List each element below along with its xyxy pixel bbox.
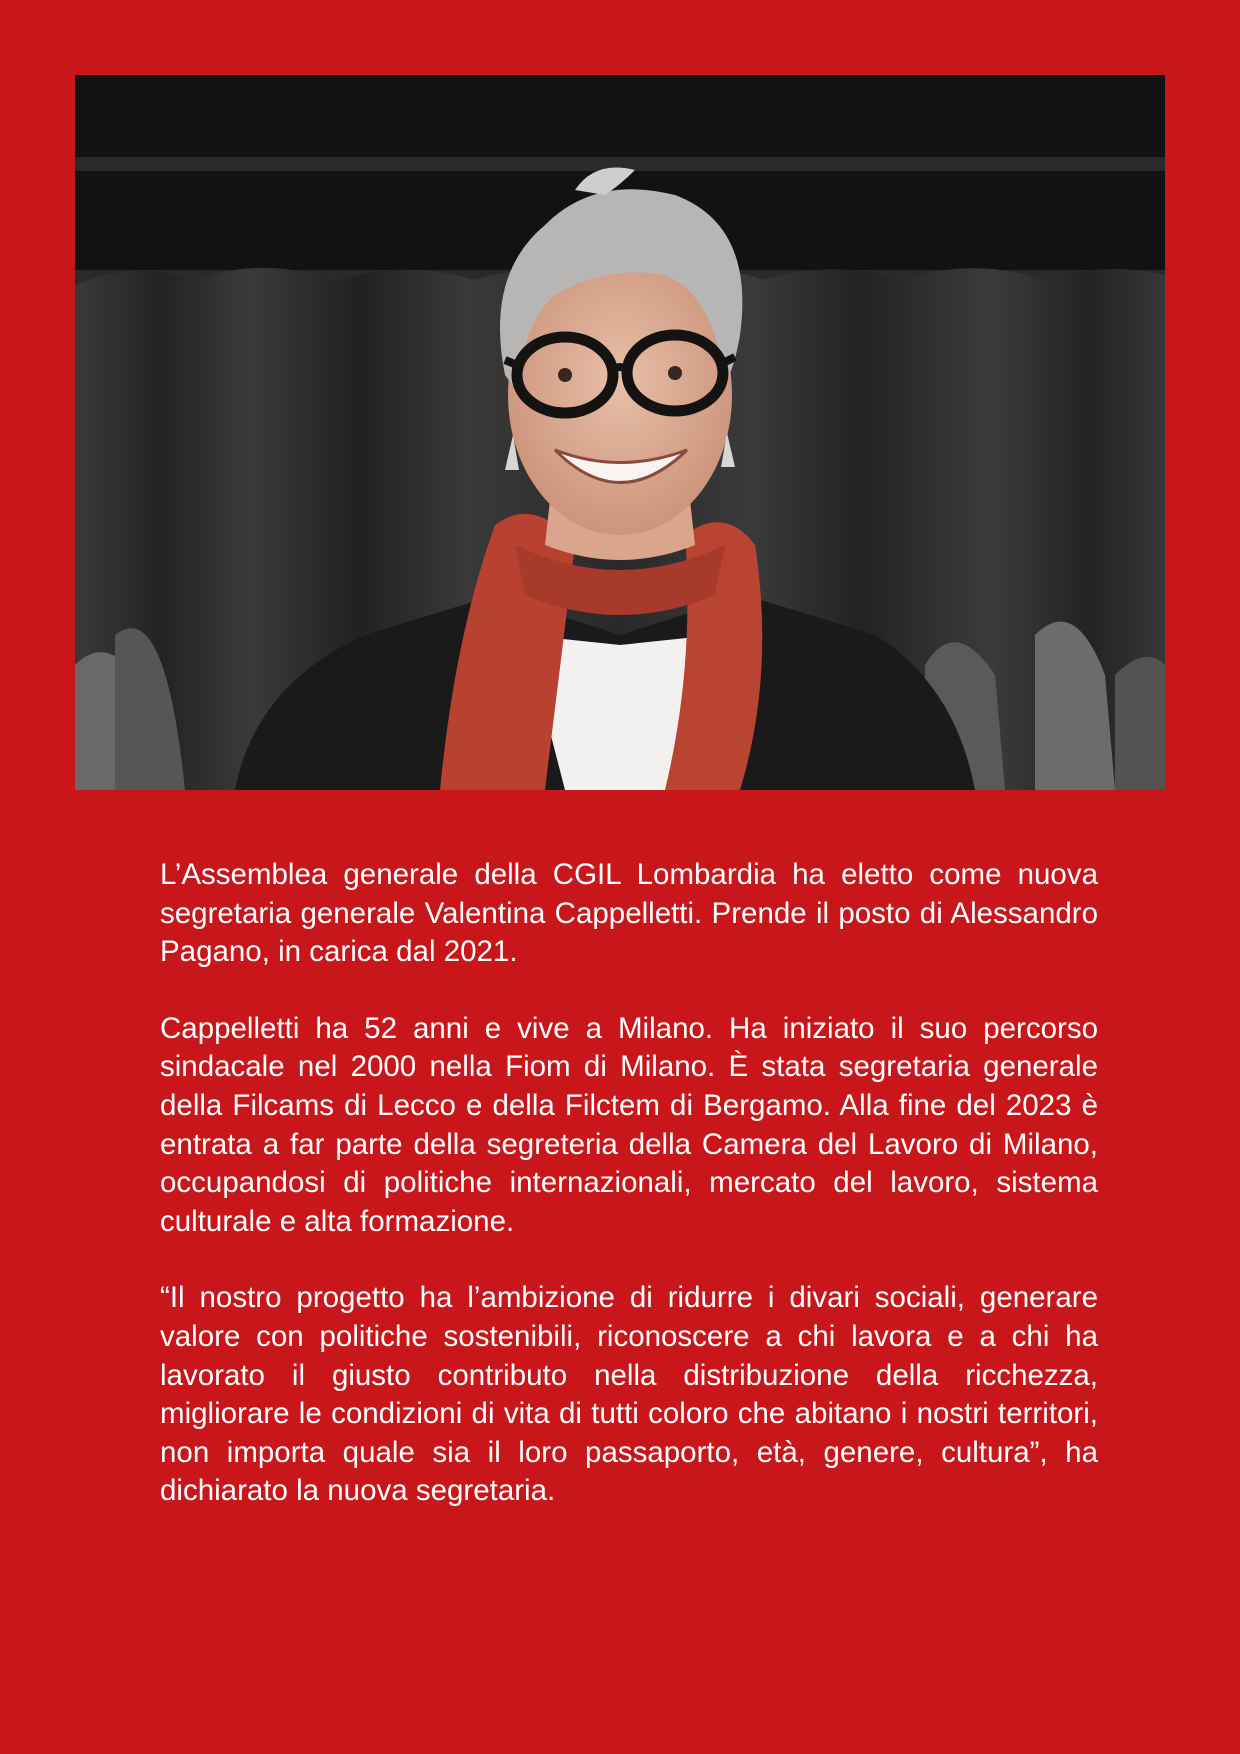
paragraph-intro: L’Assemblea generale della CGIL Lombardia ha eletto come nuova segretaria generale Valentina Cappelletti. Prende il posto di Alessandro Pagano, in carica dal 2021. (160, 858, 1098, 969)
paragraph-quote: “Il nostro progetto ha l’ambizione di ridurre i divari sociali, generare valore con politiche sostenibili, riconoscere a chi lavora e a chi ha lavorato il giusto contributo nella distribuzione della ricchezza, migliorare le condizioni di vita di tutti coloro che abitano i nostri territori, non importa quale sia il loro passaporto, età, genere, cultura”, ha dichiarato la nuova segretaria. (160, 1281, 1098, 1508)
article-body (160, 856, 1098, 1549)
portrait-photo (75, 75, 1165, 790)
portrait-icon (75, 75, 1165, 790)
paragraph-biography: Cappelletti ha 52 anni e vive a Milano. Ha iniziato il suo percorso sindacale nel 2000 nella Fiom di Milano. È stata segretaria generale della Filcams di Lecco e della Filctem di Bergamo. Alla fine del 2023 è entrata a far parte della segreteria della Camera del Lavoro di Milano, occupandosi di politiche internazionali, mercato del lavoro, sistema culturale e alta formazione. (160, 1011, 1098, 1238)
